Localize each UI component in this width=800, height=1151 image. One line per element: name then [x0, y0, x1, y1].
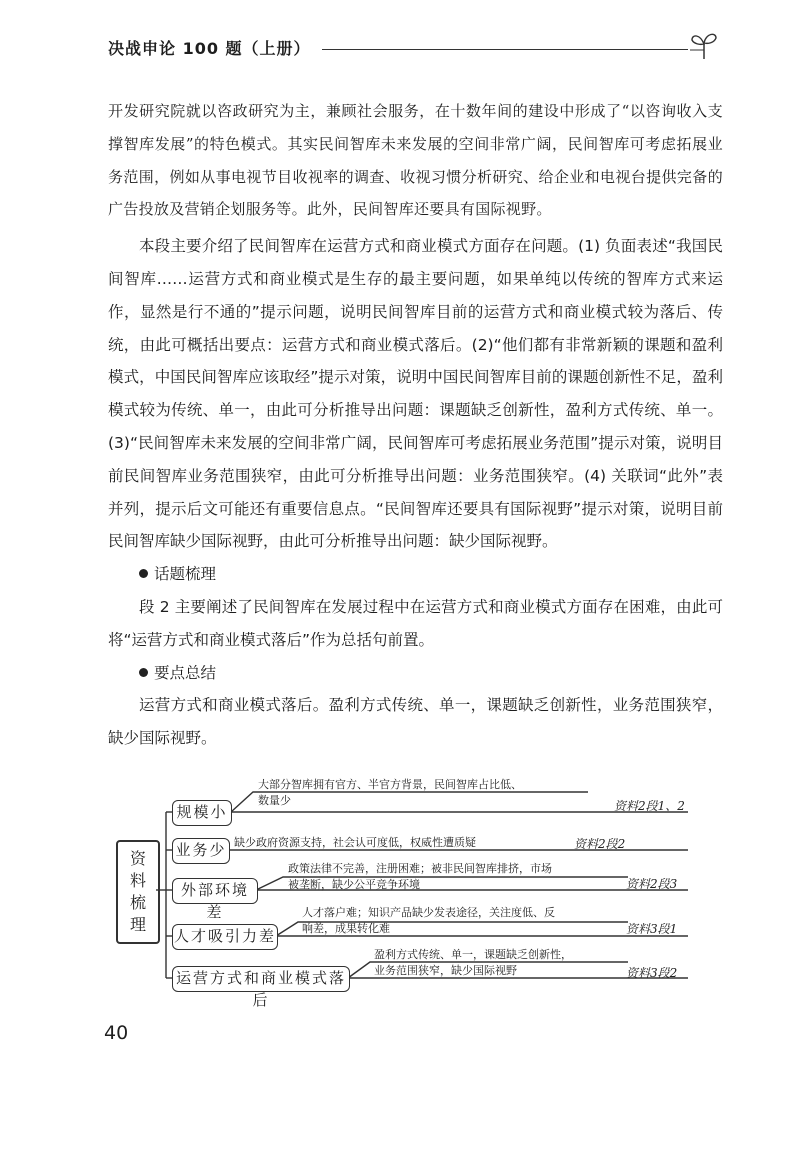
branch-desc: 缺少政府资源支持，社会认可度低，权威性遭质疑	[234, 836, 476, 849]
branch-desc: 政策法律不完善，注册困难；被非民间智库排挤，市场	[288, 862, 552, 875]
branch-desc: 大部分智库拥有官方、半官方背景，民间智库占比低、	[258, 778, 522, 791]
material-excerpt: 开发研究院就以咨政研究为主，兼顾社会服务，在十数年间的建设中形成了“以咨询收入支撑智库发展”的特色模式。其实民间智库未来发展的空间非常广阔，民间智库可考虑拓展业务范围，例如从事电视节目收视率的调查、收视习惯分析研究、给企业和电视台提供完备的广告投放及营销企划服务等。此外，民间智库还要具有国际视野。	[108, 102, 723, 219]
branch-desc: 人才落户难；知识产品缺少发表途径，关注度低、反	[302, 906, 555, 919]
branch-node: 业务少	[172, 838, 230, 864]
header-rule	[322, 49, 688, 50]
analysis-paragraph: 本段主要介绍了民间智库在运营方式和商业模式方面存在问题。(1) 负面表述“我国民间智库……运营方式和商业模式是生存的最主要问题，如果单纯以传统的智库方式来运作，显然是行不通的”提示问题，说明民间智库目前的运营方式和商业模式较为落后、传统，由此可概括出要点：运营方式和商业模式落后。(2)“他们都有非常新颖的课题和盈利模式，中国民间智库应该取经”提示对策，说明中国民间智库目前的课题创新性不足，盈利模式较为传统、单一，由此可分析推导出问题：课题缺乏创新性，盈利方式传统、单一。(3)“民间智库未来发展的空间非常广阔，民间智库可考虑拓展业务范围”提示对策，说明目前民间智库业务范围狭窄，由此可分析推导出问题：业务范围狭窄。(4) 关联词“此外”表并列，提示后文可能还有重要信息点。“民间智库还要具有国际视野”提示对策，说明目前民间智库缺少国际视野，由此可分析推导出问题：缺少国际视野。	[108, 237, 723, 551]
branch-source: 资料3段2	[626, 966, 678, 980]
branch-desc: 数量少	[258, 794, 291, 807]
section-heading-topic: 话题梳理	[108, 558, 723, 591]
section-heading-summary: 要点总结	[108, 657, 723, 690]
main-content	[108, 95, 723, 755]
branch-node: 外部环境差	[172, 878, 258, 904]
branch-desc: 被垄断，缺少公平竞争环境	[288, 878, 420, 891]
topic-paragraph: 段 2 主要阐述了民间智库在发展过程中在运营方式和商业模式方面存在困难，由此可将“运营方式和商业模式落后”作为总括句前置。	[108, 597, 723, 649]
branch-source: 资料2段2	[574, 837, 626, 851]
branch-desc: 业务范围狭窄，缺少国际视野	[374, 964, 517, 977]
branch-desc: 盈利方式传统、单一，课题缺乏创新性，	[374, 948, 572, 961]
bullet-dot-icon	[139, 569, 148, 578]
branch-source: 资料3段1	[626, 922, 678, 936]
branch-node: 人才吸引力差	[172, 924, 278, 950]
mind-map-root: 资 料 梳 理	[116, 840, 160, 944]
page-number: 40	[104, 1022, 129, 1044]
sprout-icon	[690, 30, 718, 60]
mind-map	[108, 778, 708, 1009]
branch-source: 资料2段1、2	[614, 799, 685, 813]
branch-source: 资料2段3	[626, 877, 678, 891]
summary-paragraph: 运营方式和商业模式落后。盈利方式传统、单一，课题缺乏创新性，业务范围狭窄，缺少国际视野。	[108, 696, 723, 748]
branch-node: 运营方式和商业模式落后	[172, 966, 350, 992]
book-title: 决战申论 100 题（上册）	[108, 39, 311, 58]
branch-node: 规模小	[172, 800, 232, 826]
branch-desc: 响差，成果转化难	[302, 922, 390, 935]
bullet-dot-icon	[139, 668, 148, 677]
page-header	[108, 36, 718, 62]
